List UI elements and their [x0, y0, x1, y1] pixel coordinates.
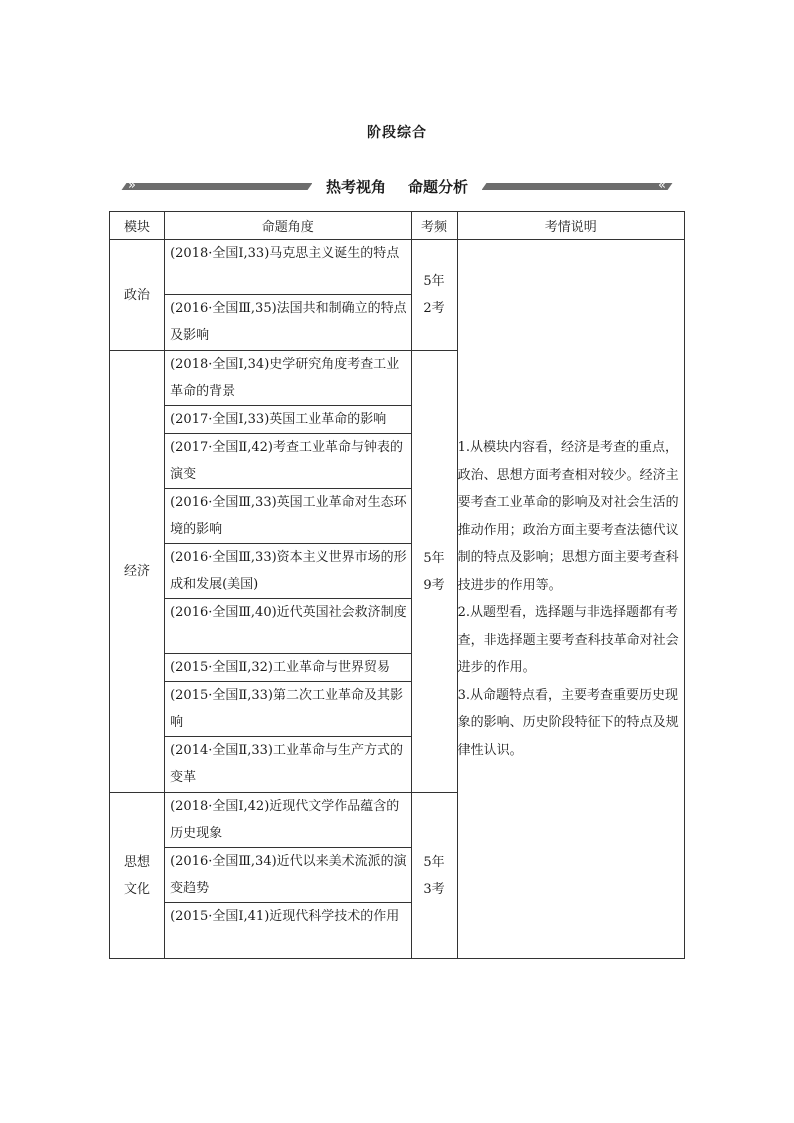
angle-item: (2016·全国Ⅲ,34)近代以来美术流派的演变趋势 — [165, 848, 410, 903]
module-label-line2: 文化 — [124, 881, 151, 897]
exam-analysis-table — [109, 211, 685, 959]
description-cell — [457, 240, 684, 959]
banner-label-part1: 热考视角 — [325, 178, 386, 196]
frequency-years: 5年 — [423, 550, 445, 566]
header-description: 考情说明 — [457, 212, 684, 240]
frequency-cell — [411, 240, 457, 351]
angle-item: (2016·全国Ⅲ,35)法国共和制确立的特点及影响 — [170, 301, 407, 343]
table-header-row — [110, 212, 685, 240]
section-banner — [118, 176, 676, 198]
angle-item: (2018·全国Ⅰ,34)史学研究角度考查工业革命的背景 — [165, 351, 410, 406]
header-module: 模块 — [110, 212, 165, 240]
angle-cell — [165, 351, 411, 793]
angle-cell — [165, 793, 411, 959]
frequency-count: 2考 — [423, 301, 445, 316]
frequency-cell — [411, 793, 457, 959]
description-paragraph: 1.从模块内容看，经济是考查的重点，政治、思想方面考查相对较少。经济主要考查工业革命的影响及对社会生活的推动作用；政治方面主要考查法德代议制的特点及影响；思想方面主要考查科技进步的作用等。 — [457, 440, 679, 593]
banner-label-part2: 命题分析 — [408, 178, 469, 196]
angle-item: (2015·全国Ⅱ,33)第二次工业革命及其影响 — [165, 682, 410, 737]
description-paragraph: 2.从题型看，选择题与非选择题都有考查，非选择题主要考查科技革命对社会进步的作用。 — [457, 605, 679, 675]
double-chevron-left-icon: « — [658, 178, 666, 193]
angle-item: (2014·全国Ⅱ,33)工业革命与生产方式的变革 — [170, 743, 403, 785]
angle-item: (2015·全国Ⅰ,41)近现代科学技术的作用 — [170, 909, 400, 924]
frequency-years: 5年 — [423, 274, 445, 289]
angle-item: (2016·全国Ⅲ,33)资本主义世界市场的形成和发展(美国) — [165, 544, 410, 599]
table-row — [110, 240, 685, 351]
angle-item: (2018·全国Ⅰ,42)近现代文学作品蕴含的历史现象 — [165, 793, 410, 848]
angle-item: (2015·全国Ⅱ,32)工业革命与世界贸易 — [165, 654, 410, 682]
angle-item: (2016·全国Ⅲ,33)英国工业革命对生态环境的影响 — [165, 489, 410, 544]
angle-item: (2018·全国Ⅰ,33)马克思主义诞生的特点 — [165, 240, 410, 295]
angle-item: (2016·全国Ⅲ,40)近代英国社会救济制度 — [165, 599, 410, 654]
module-cell-thought-culture — [110, 793, 165, 959]
page-title: 阶段综合 — [367, 125, 427, 141]
module-label: 经济 — [124, 564, 151, 579]
double-chevron-right-icon: » — [128, 178, 136, 193]
module-cell-politics — [110, 240, 165, 351]
banner-left-bar — [122, 183, 313, 190]
frequency-years: 5年 — [423, 854, 445, 870]
module-label: 政治 — [124, 287, 151, 303]
header-frequency: 考频 — [411, 212, 457, 240]
module-label-line1: 思想 — [124, 854, 151, 870]
angle-item: (2017·全国Ⅰ,33)英国工业革命的影响 — [165, 406, 410, 434]
frequency-count: 9考 — [423, 577, 445, 593]
frequency-count: 3考 — [423, 881, 445, 897]
angle-item: (2017·全国Ⅱ,42)考查工业革命与钟表的演变 — [165, 434, 410, 489]
header-angle: 命题角度 — [165, 212, 411, 240]
module-cell-economy — [110, 351, 165, 793]
banner-label — [312, 176, 482, 198]
description-paragraph: 3.从命题特点看，主要考查重要历史现象的影响、历史阶段特征下的特点及规律性认识。 — [457, 687, 679, 758]
frequency-cell — [411, 351, 457, 793]
banner-right-bar — [482, 183, 673, 190]
angle-cell — [165, 240, 411, 351]
